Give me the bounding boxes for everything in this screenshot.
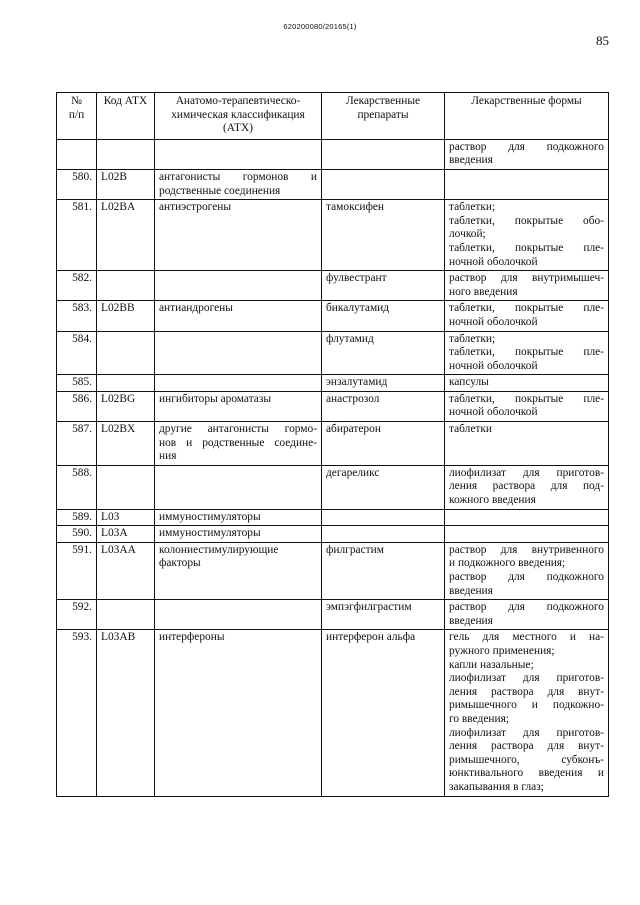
table-row xyxy=(57,465,609,509)
header-atx-code xyxy=(97,93,155,140)
classification-line: антиандрогены xyxy=(159,302,233,315)
drug-name xyxy=(322,422,445,466)
table-header-row xyxy=(57,93,609,140)
row-number-text: 586. xyxy=(72,392,92,405)
dosage-form-line: и подкожного введения; xyxy=(449,557,566,570)
dosage-form-line: ночной оболочкой xyxy=(449,359,538,372)
atx-code xyxy=(97,422,155,466)
row-number-text: 589. xyxy=(72,510,92,523)
classification-line: нов и родственные соедине- xyxy=(159,436,317,449)
dosage-form-line: капли назальные; xyxy=(449,658,534,671)
row-number-text: 580. xyxy=(72,170,92,183)
atx-classification xyxy=(155,301,322,331)
atx-code xyxy=(97,169,155,199)
dosage-forms xyxy=(445,465,609,509)
row-number xyxy=(57,465,97,509)
dosage-form-line: ружного применения; xyxy=(449,644,555,657)
drug-name xyxy=(322,630,445,796)
atx-code xyxy=(97,509,155,526)
dosage-forms xyxy=(445,526,609,543)
dosage-form-line: лиофилизат для приготов- xyxy=(449,466,604,479)
dosage-forms xyxy=(445,139,609,169)
atx-code xyxy=(97,600,155,630)
table-row xyxy=(57,271,609,301)
row-number xyxy=(57,526,97,543)
row-number xyxy=(57,331,97,375)
row-number xyxy=(57,600,97,630)
drug-name-text: бикалутамид xyxy=(326,302,390,315)
drug-name xyxy=(322,526,445,543)
table-row xyxy=(57,391,609,421)
table-row xyxy=(57,542,609,599)
row-number xyxy=(57,422,97,466)
row-number xyxy=(57,200,97,271)
header-drugs-line: препараты xyxy=(357,108,409,121)
atx-classification xyxy=(155,542,322,599)
dosage-forms xyxy=(445,271,609,301)
drug-name xyxy=(322,271,445,301)
table-row xyxy=(57,169,609,199)
row-number xyxy=(57,271,97,301)
row-number xyxy=(57,139,97,169)
atx-code xyxy=(97,391,155,421)
header-dosage-forms xyxy=(445,93,609,140)
dosage-form-line: таблетки, покрытые пле- xyxy=(449,392,604,405)
dosage-form-line: введения xyxy=(449,584,493,597)
dosage-form-line: введения xyxy=(449,154,493,167)
atx-code-text: L02B xyxy=(101,170,127,183)
atx-code xyxy=(97,331,155,375)
dosage-forms xyxy=(445,169,609,199)
atx-classification xyxy=(155,422,322,466)
row-number-text: 588. xyxy=(72,466,92,479)
classification-line: интерфероны xyxy=(159,631,225,644)
dosage-forms xyxy=(445,200,609,271)
atx-code xyxy=(97,375,155,392)
atx-code-text: L02BX xyxy=(101,423,136,436)
row-number xyxy=(57,542,97,599)
atx-code xyxy=(97,526,155,543)
atx-code xyxy=(97,271,155,301)
classification-line: другие антагонисты гормо- xyxy=(159,423,317,436)
dosage-form-line: кожного введения xyxy=(449,494,536,507)
dosage-form-line: лиофилизат для приготов- xyxy=(449,726,604,739)
table-row xyxy=(57,509,609,526)
classification-line: антагонисты гормонов и xyxy=(159,170,317,183)
row-number-text: 583. xyxy=(72,302,92,315)
drug-name xyxy=(322,391,445,421)
row-number xyxy=(57,509,97,526)
drug-name xyxy=(322,542,445,599)
dosage-forms xyxy=(445,391,609,421)
table-row xyxy=(57,200,609,271)
atx-code-text: L03AA xyxy=(101,543,136,556)
row-number-text: 581. xyxy=(72,201,92,214)
header-atx-code-text: Код АТХ xyxy=(103,95,148,107)
row-number xyxy=(57,630,97,796)
atx-classification xyxy=(155,375,322,392)
classification-line: иммуностимуляторы xyxy=(159,527,261,540)
atx-classification xyxy=(155,600,322,630)
header-number-line: № xyxy=(71,95,82,107)
atx-code xyxy=(97,630,155,796)
row-number xyxy=(57,169,97,199)
atx-classification xyxy=(155,139,322,169)
row-number-text: 591. xyxy=(72,543,92,556)
drug-name-text: филграстим xyxy=(326,543,384,556)
atx-code-text: L02BB xyxy=(101,302,135,315)
drug-name xyxy=(322,169,445,199)
dosage-form-line: раствор для подкожного xyxy=(449,571,604,583)
dosage-form-line: таблетки, покрытые пле- xyxy=(449,346,604,359)
row-number xyxy=(57,301,97,331)
drug-name xyxy=(322,301,445,331)
atx-code-text: L02BA xyxy=(101,201,136,214)
row-number-text: 592. xyxy=(72,601,92,614)
row-number xyxy=(57,391,97,421)
dosage-forms xyxy=(445,509,609,526)
classification-line: родственные соединения xyxy=(159,184,281,197)
drug-name xyxy=(322,465,445,509)
dosage-form-line: раствор для подкожного xyxy=(449,140,604,153)
dosage-form-line: ления раствора для внут- xyxy=(449,685,604,698)
table-row xyxy=(57,139,609,169)
table-row xyxy=(57,630,609,796)
dosage-form-line: го введения; xyxy=(449,712,509,725)
table-body xyxy=(57,139,609,796)
dosage-form-line: ночной оболочкой xyxy=(449,315,538,328)
table-row xyxy=(57,375,609,392)
atx-code xyxy=(97,542,155,599)
atx-code xyxy=(97,465,155,509)
dosage-form-line: римышечного, субконъ- xyxy=(449,753,604,766)
dosage-form-line: таблетки xyxy=(449,423,493,436)
dosage-form-line: таблетки; xyxy=(449,332,496,345)
table-row xyxy=(57,331,609,375)
classification-line: иммуностимуляторы xyxy=(159,510,261,523)
drug-name-text: энзалутамид xyxy=(326,376,388,389)
dosage-forms xyxy=(445,375,609,392)
row-number xyxy=(57,375,97,392)
dosage-form-line: таблетки, покрытые пле- xyxy=(449,302,604,315)
header-classification-line: Анатомо-терапевтическо- xyxy=(175,95,301,107)
dosage-forms xyxy=(445,422,609,466)
dosage-form-line: римышечного и подкожно- xyxy=(449,699,604,712)
drug-name-text: фулвестрант xyxy=(326,272,387,285)
header-number-line: п/п xyxy=(68,108,85,121)
drug-name-text: флутамид xyxy=(326,332,374,345)
drug-name-text: эмпэгфилграстим xyxy=(326,601,412,614)
atx-classification xyxy=(155,200,322,271)
header-drugs-line: Лекарственные xyxy=(345,95,421,107)
dosage-form-line: таблетки, покрытые пле- xyxy=(449,241,604,254)
page-number: 85 xyxy=(596,33,609,48)
row-number-text: 590. xyxy=(72,527,92,540)
dosage-forms xyxy=(445,630,609,796)
atx-classification xyxy=(155,630,322,796)
dosage-form-line: введения xyxy=(449,614,493,627)
drug-name-text: анастрозол xyxy=(326,392,380,405)
drug-name xyxy=(322,139,445,169)
drug-name-text: дегареликс xyxy=(326,466,380,479)
atx-code xyxy=(97,139,155,169)
classification-line: антиэстрогены xyxy=(159,201,232,214)
classification-line: ингибиторы ароматазы xyxy=(159,392,272,405)
drug-name-text: интерферон альфа xyxy=(326,631,416,644)
classification-line: колониестимулирующие xyxy=(159,543,279,556)
header-classification-line: химическая классификация xyxy=(171,108,305,121)
dosage-forms xyxy=(445,600,609,630)
dosage-form-line: ного введения xyxy=(449,285,518,298)
dosage-form-line: ления раствора для под- xyxy=(449,480,604,493)
dosage-form-line: лочкой; xyxy=(449,228,486,241)
atx-classification xyxy=(155,465,322,509)
drug-name-text: абиратерон xyxy=(326,423,381,436)
row-number-text: 593. xyxy=(72,631,92,644)
drug-name xyxy=(322,600,445,630)
dosage-forms xyxy=(445,542,609,599)
header-dosage-forms-text: Лекарственные формы xyxy=(471,95,582,107)
drug-name xyxy=(322,200,445,271)
atx-classification xyxy=(155,169,322,199)
row-number-text: 582. xyxy=(72,272,92,285)
atx-classification xyxy=(155,271,322,301)
dosage-form-line: раствор для внутривенного xyxy=(449,543,604,556)
atx-classification xyxy=(155,509,322,526)
dosage-form-line: капсулы xyxy=(449,376,489,389)
table-row xyxy=(57,301,609,331)
atx-classification xyxy=(155,526,322,543)
header-classification-line: (АТХ) xyxy=(223,122,253,135)
drug-name xyxy=(322,509,445,526)
dosage-form-line: гель для местного и на- xyxy=(449,631,604,644)
dosage-form-line: ночной оболочкой xyxy=(449,406,538,419)
dosage-forms xyxy=(445,301,609,331)
dosage-form-line: закапывания в глаз; xyxy=(449,780,544,793)
dosage-form-line: таблетки, покрытые обо- xyxy=(449,214,604,227)
table-row xyxy=(57,422,609,466)
classification-line: ния xyxy=(159,450,177,463)
row-number-text: 587. xyxy=(72,423,92,436)
dosage-form-line: лиофилизат для приготов- xyxy=(449,672,604,685)
table-row xyxy=(57,600,609,630)
dosage-form-line: раствор для внутримышеч- xyxy=(449,272,604,285)
atx-code-text: L03A xyxy=(101,527,128,540)
document-code: 620200080/20165(1) xyxy=(283,22,357,31)
atx-drug-table xyxy=(56,92,609,797)
table-row xyxy=(57,526,609,543)
header-number xyxy=(57,93,97,140)
dosage-forms xyxy=(445,331,609,375)
dosage-form-line: юнктивального введения и xyxy=(449,767,604,780)
dosage-form-line: таблетки; xyxy=(449,201,496,214)
dosage-form-line: ночной оболочкой xyxy=(449,255,538,268)
drug-name xyxy=(322,375,445,392)
atx-code-text: L03AB xyxy=(101,631,136,644)
header-drugs xyxy=(322,93,445,140)
atx-code xyxy=(97,200,155,271)
atx-classification xyxy=(155,331,322,375)
atx-code-text: L03 xyxy=(101,510,120,523)
atx-code-text: L02BG xyxy=(101,392,136,405)
drug-name xyxy=(322,331,445,375)
row-number-text: 585. xyxy=(72,376,92,389)
atx-classification xyxy=(155,391,322,421)
drug-name-text: тамоксифен xyxy=(326,201,385,214)
row-number-text: 584. xyxy=(72,332,92,345)
atx-code xyxy=(97,301,155,331)
classification-line: факторы xyxy=(159,557,201,570)
dosage-form-line: ления раствора для внут- xyxy=(449,740,604,753)
dosage-form-line: раствор для подкожного xyxy=(449,601,604,614)
header-classification xyxy=(155,93,322,140)
